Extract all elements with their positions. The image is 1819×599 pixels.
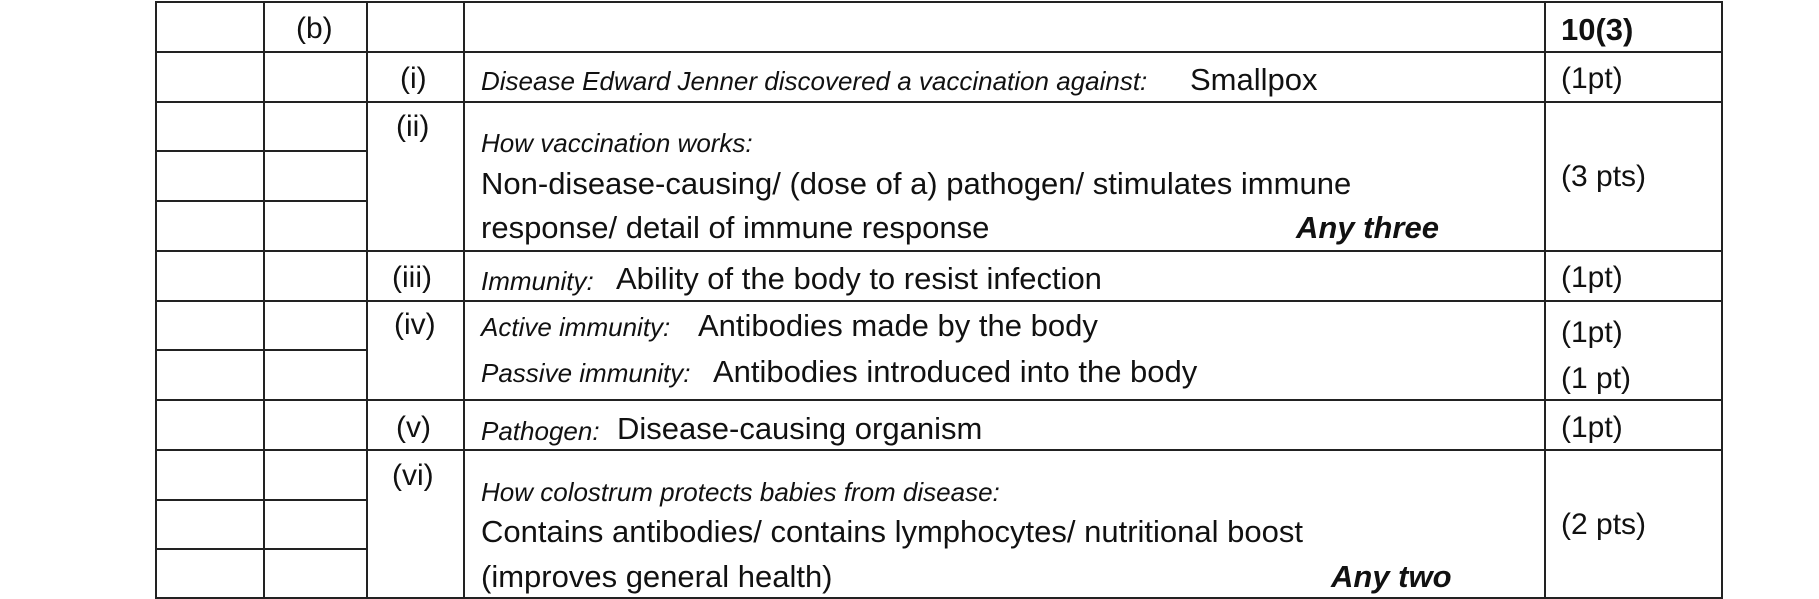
item-prompt: Disease Edward Jenner discovered a vaccination against: bbox=[481, 66, 1148, 96]
column-divider bbox=[366, 1, 368, 599]
row-divider bbox=[155, 101, 1723, 103]
item-prompt: How vaccination works: bbox=[481, 128, 753, 158]
item-number: (v) bbox=[396, 411, 431, 444]
item-marks: (1pt) bbox=[1561, 62, 1623, 95]
item-marks: (1 pt) bbox=[1561, 362, 1632, 395]
row-divider bbox=[155, 300, 1723, 302]
item-marks: (3 pts) bbox=[1561, 160, 1647, 193]
total-marks: 10(3) bbox=[1561, 12, 1634, 47]
item-number: (iii) bbox=[392, 261, 432, 294]
column-divider bbox=[1544, 1, 1546, 599]
item-prompt: Immunity: bbox=[481, 266, 594, 296]
row-divider bbox=[155, 548, 367, 550]
item-answer: Ability of the body to resist infection bbox=[616, 261, 1102, 296]
item-answer-line: Non-disease-causing/ (dose of a) pathogen/ stimulates immune bbox=[481, 166, 1352, 201]
item-answer: Smallpox bbox=[1190, 62, 1318, 97]
item-marks: (2 pts) bbox=[1561, 508, 1647, 541]
item-number: (iv) bbox=[394, 308, 436, 341]
column-divider bbox=[263, 1, 265, 599]
item-answer: Antibodies made by the body bbox=[698, 308, 1098, 343]
row-divider bbox=[155, 51, 1723, 53]
part-label: (b) bbox=[296, 12, 333, 45]
item-number: (i) bbox=[400, 62, 427, 95]
item-answer: Antibodies introduced into the body bbox=[713, 354, 1198, 389]
row-divider bbox=[155, 250, 1723, 252]
column-divider bbox=[463, 1, 465, 599]
item-prompt: Pathogen: bbox=[481, 416, 600, 446]
item-prompt: Active immunity: bbox=[481, 312, 671, 342]
row-divider bbox=[155, 499, 367, 501]
row-divider bbox=[155, 150, 367, 152]
table-border-top bbox=[155, 1, 1723, 3]
row-divider bbox=[155, 349, 367, 351]
item-answer-line: (improves general health) bbox=[481, 559, 833, 594]
item-answer-line: Contains antibodies/ contains lymphocytes/ nutritional boost bbox=[481, 514, 1303, 549]
item-answer: Disease-causing organism bbox=[617, 411, 983, 446]
item-marks: (1pt) bbox=[1561, 261, 1623, 294]
column-divider bbox=[1721, 1, 1723, 599]
item-number: (vi) bbox=[392, 459, 434, 492]
item-prompt: How colostrum protects babies from disease: bbox=[481, 477, 1000, 507]
item-marks: (1pt) bbox=[1561, 316, 1623, 349]
row-divider bbox=[155, 200, 367, 202]
item-note: Any two bbox=[1331, 559, 1452, 594]
item-marks: (1pt) bbox=[1561, 411, 1623, 444]
row-divider bbox=[155, 449, 1723, 451]
item-answer-line: response/ detail of immune response bbox=[481, 210, 990, 245]
table-border-bottom bbox=[155, 597, 1723, 599]
item-note: Any three bbox=[1296, 210, 1439, 245]
column-divider bbox=[155, 1, 157, 599]
row-divider bbox=[155, 399, 1723, 401]
item-number: (ii) bbox=[396, 110, 430, 143]
item-prompt: Passive immunity: bbox=[481, 358, 691, 388]
